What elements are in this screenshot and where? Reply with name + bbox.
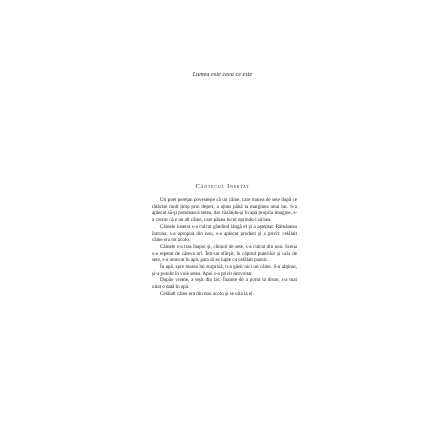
paragraph: Un poet pereţan povesteşte că un câine, care murea de sete după ce rătăcise mult timp prin deşert, a ajuns până la marginea unui lac. S-a aplecat să-şi potolească setea, dar văzându-şi în apă propria imagine, s-a crezut că e un alt câine, care păzea locul oprindu-l să bea. bbox=[152, 197, 297, 224]
chapter-title: Cântecul Insetat bbox=[195, 183, 250, 190]
paragraph: Câinele s-a tras înapoi şi, chinuit de sete, s-a culcat din nou. Scena s-a repetat de câteva ori. Într-un sfârşit, în căpitul puterilor şi ucis de sete, s-a aruncat în apă, gata să se lupte cu celălalt paznic. bbox=[152, 243, 297, 264]
body-text bbox=[152, 197, 297, 298]
running-head: Lumea este ceea ce este bbox=[192, 72, 253, 78]
paragraph: În apă, spre marea lui surpriză, n-a găsit nici un câine. S-a abţinut, şi-a potolit în voie setea. Apoi s-a privit dezvoltat. bbox=[152, 264, 297, 277]
paragraph: Câinele insetat s-a culcat gândind lângă el şi a aşteptat. Rămâneau întruna, s-a apropiat din nou, s-a aplecat prudent şi a privit: celălalt câine era tot acolo. bbox=[152, 223, 297, 244]
paragraph: Dupăo vreme, a ieşit din lac. Înainte de a porni la drum, s-a mai uitat o dată în apă. bbox=[152, 277, 297, 291]
paragraph: Celălalt câine era din nou acolo şi se uita la el. bbox=[160, 290, 254, 297]
